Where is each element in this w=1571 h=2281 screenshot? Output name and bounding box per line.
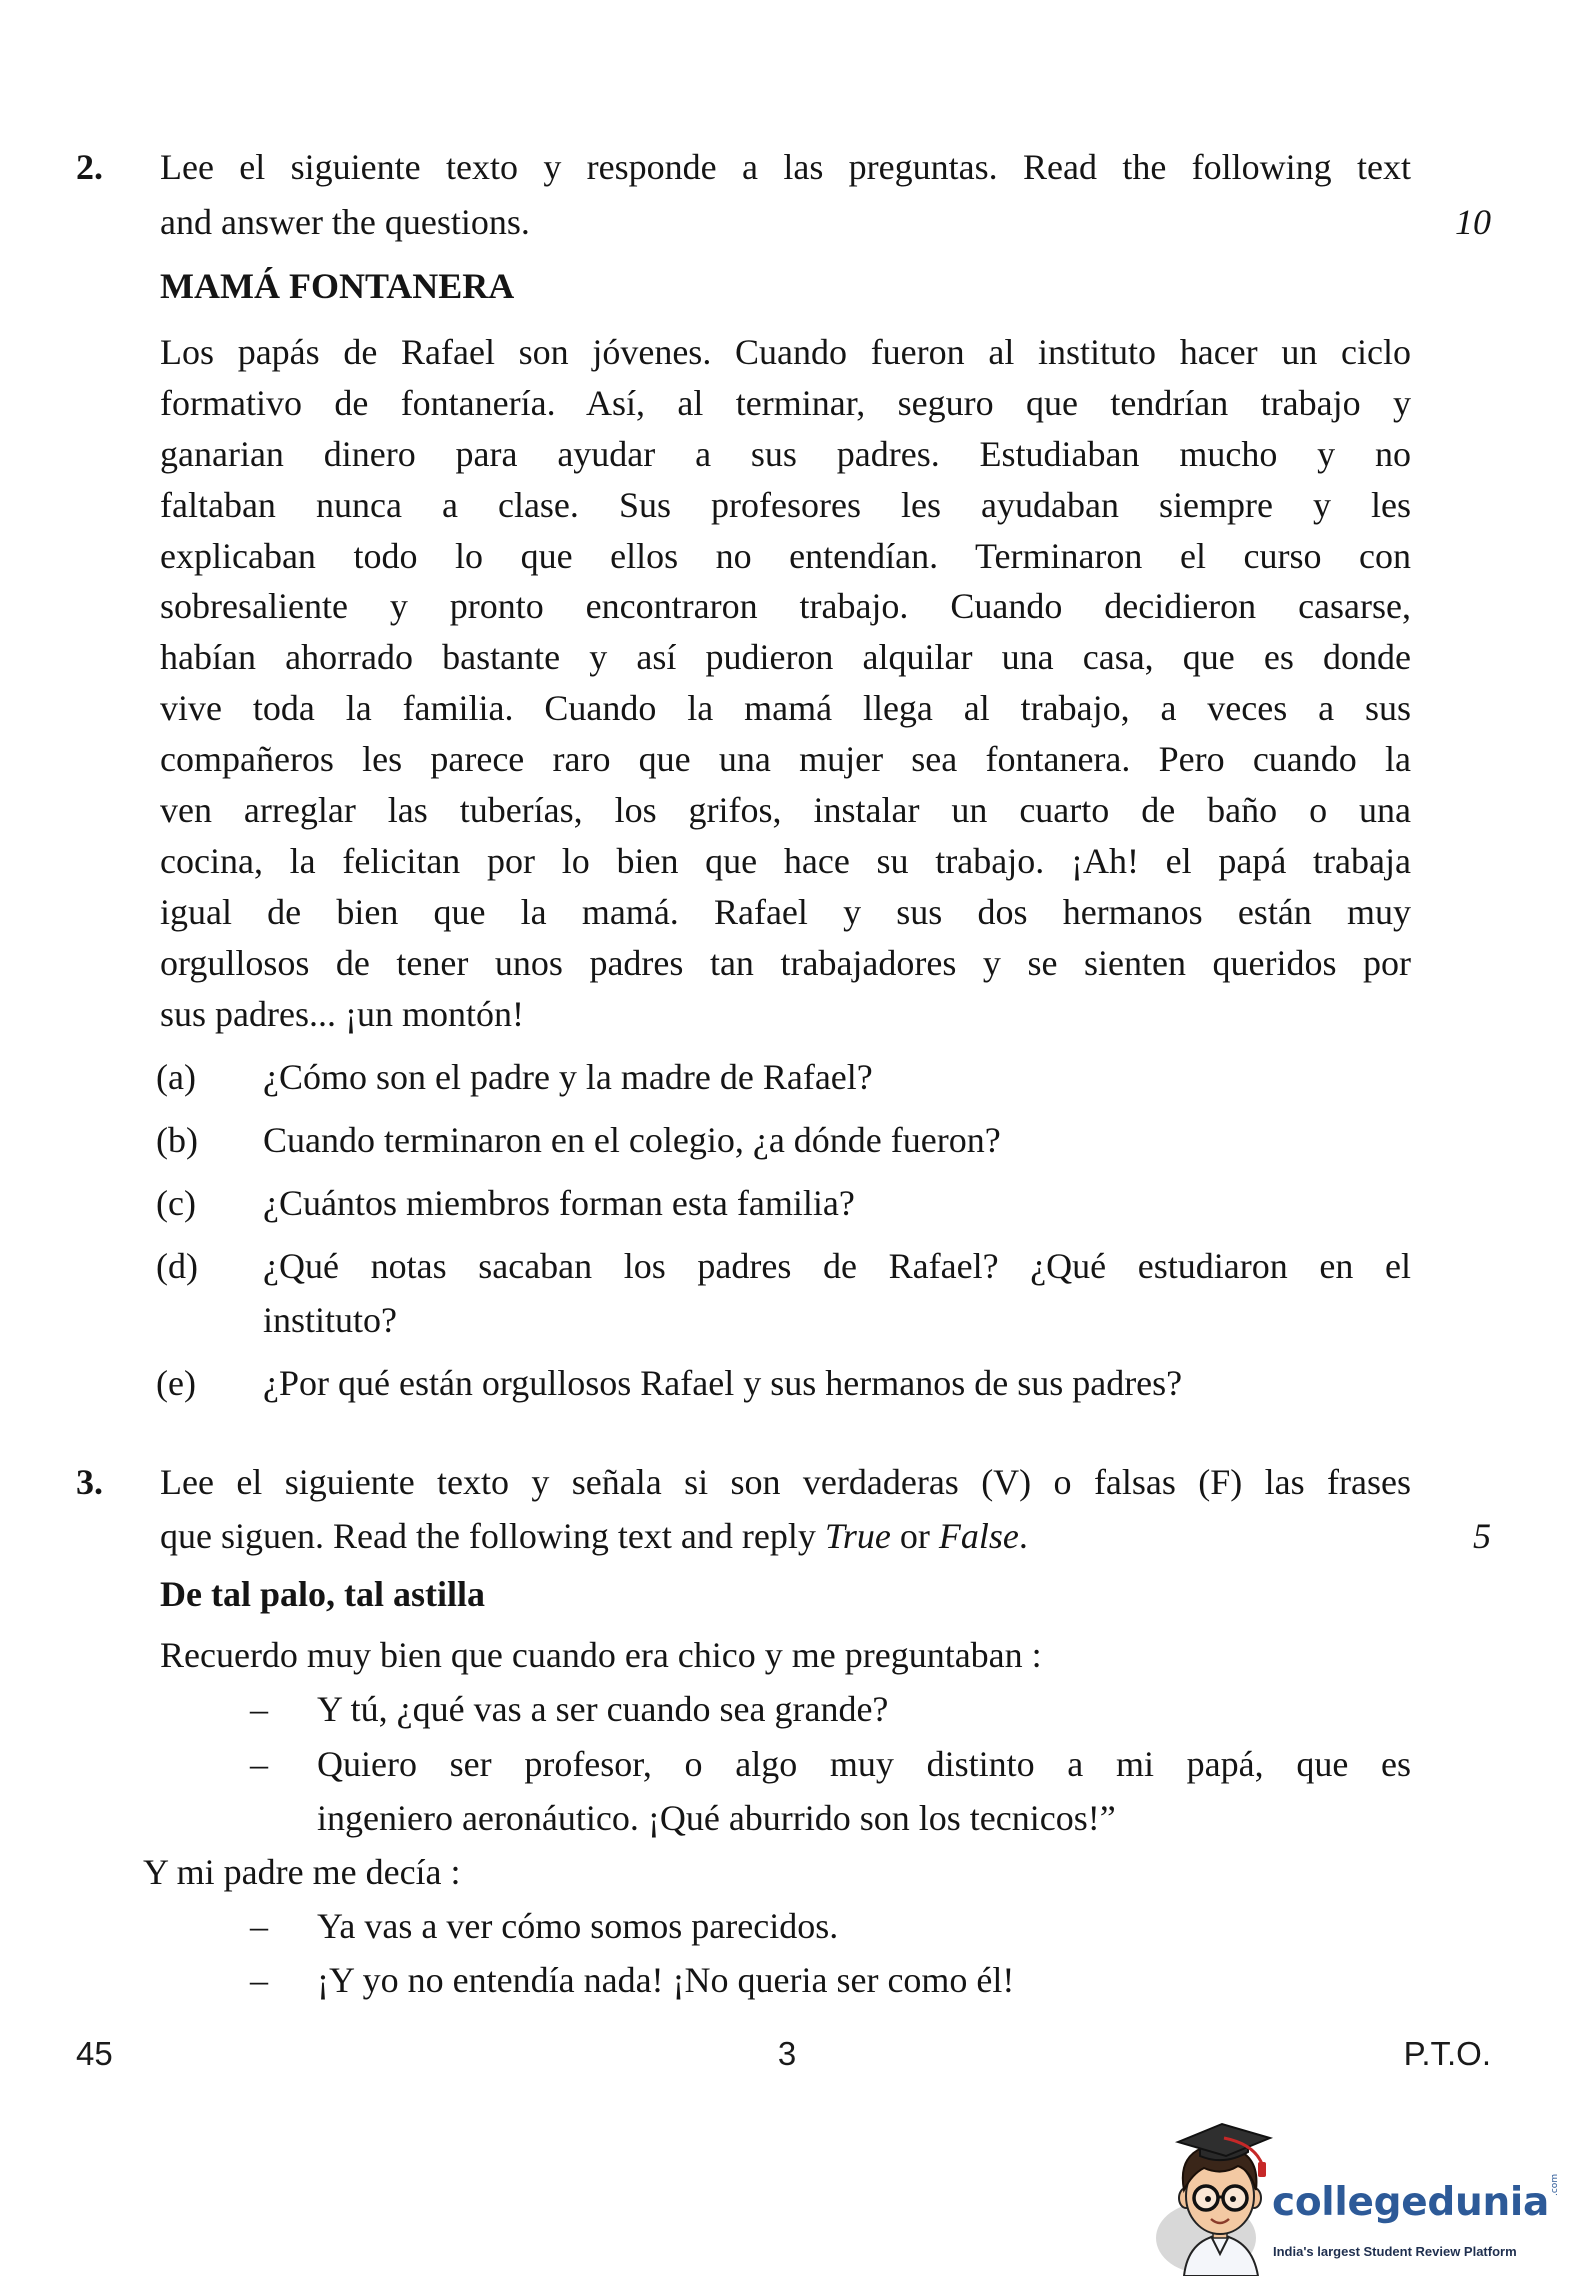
student-mascot-icon xyxy=(1156,2104,1280,2276)
passage-title: MAMÁ FONTANERA xyxy=(160,266,515,306)
dialogue-dash: – xyxy=(250,1906,268,1946)
sub-question-label: (e) xyxy=(156,1363,196,1403)
dialogue-dash: – xyxy=(250,1744,268,1784)
paper-code: 45 xyxy=(76,2035,113,2072)
sub-question-text: ¿Qué notas sacaban los padres de Rafael? ¿Qué estudiaron en el xyxy=(263,1246,1411,1286)
passage-line: orgullosos de tener unos padres tan trabajadores y se sienten queridos por xyxy=(160,942,1411,983)
question-marks: 5 xyxy=(1473,1516,1491,1556)
dialogue-dash: – xyxy=(250,1960,268,2000)
passage-intro: Recuerdo muy bien que cuando era chico y me preguntaban : xyxy=(160,1635,1042,1675)
dialogue-dash: – xyxy=(250,1689,268,1729)
sub-question-label: (c) xyxy=(156,1183,196,1223)
sub-question-label: (b) xyxy=(156,1120,198,1160)
passage-line: igual de bien que la mamá. Rafael y sus dos hermanos están muy xyxy=(160,891,1411,932)
sub-question-text: ¿Cuántos miembros forman esta familia? xyxy=(263,1183,855,1223)
question-instruction-line: and answer the questions. xyxy=(160,202,530,242)
dialogue-line: Y tú, ¿qué vas a ser cuando sea grande? xyxy=(317,1689,889,1729)
dialogue-line: Ya vas a ver cómo somos parecidos. xyxy=(317,1906,839,1946)
please-turn-over: P.T.O. xyxy=(1403,2035,1491,2072)
passage-line: vive toda la familia. Cuando la mamá llega al trabajo, a veces a sus xyxy=(160,688,1411,729)
reading-passage xyxy=(160,327,1411,1039)
question-instruction-line: que siguen. Read the following text and reply True or False. xyxy=(160,1516,1028,1556)
false-word: False xyxy=(938,1516,1019,1556)
passage-line: cocina, la felicitan por lo bien que hace su trabajo. ¡Ah! el papá trabaja xyxy=(160,840,1411,881)
sub-question-text: instituto? xyxy=(263,1300,397,1340)
question-marks: 10 xyxy=(1455,202,1491,242)
passage-line: sobresaliente y pronto encontraron trabajo. Cuando decidieron casarse, xyxy=(160,586,1411,627)
logo-brand-name: collegedunia xyxy=(1272,2180,1549,2225)
father-intro: Y mi padre me decía : xyxy=(143,1852,461,1892)
passage-line: sus padres... ¡un montón! xyxy=(160,993,524,1034)
passage-line: habían ahorrado bastante y así pudieron alquilar una casa, que es donde xyxy=(160,637,1411,678)
sub-question-label: (d) xyxy=(156,1246,198,1286)
passage-line: explicaban todo lo que ellos no entendían. Terminaron el curso con xyxy=(160,535,1411,576)
dialogue-line: Quiero ser profesor, o algo muy distinto a mi papá, que es xyxy=(317,1744,1411,1784)
question-instruction-line: Lee el siguiente texto y responde a las preguntas. Read the following text xyxy=(160,147,1411,187)
passage-line: compañeros les parece raro que una mujer sea fontanera. Pero cuando la xyxy=(160,739,1411,780)
passage-title: De tal palo, tal astilla xyxy=(160,1574,485,1614)
passage-line: faltaban nunca a clase. Sus profesores les ayudaban siempre y les xyxy=(160,484,1411,525)
question-instruction-line: Lee el siguiente texto y señala si son verdaderas (V) o falsas (F) las frases xyxy=(160,1462,1411,1502)
passage-line: Los papás de Rafael son jóvenes. Cuando fueron al instituto hacer un ciclo xyxy=(160,332,1411,372)
question-number: 2. xyxy=(76,147,103,187)
dialogue-line: ¡Y yo no entendía nada! ¡No queria ser como él! xyxy=(317,1960,1015,2000)
dialogue-line: ingeniero aeronáutico. ¡Qué aburrido son los tecnicos!” xyxy=(317,1798,1116,1838)
page-number: 3 xyxy=(777,2035,797,2072)
sub-question-text: ¿Cómo son el padre y la madre de Rafael? xyxy=(263,1057,873,1097)
sub-question-label: (a) xyxy=(156,1057,196,1097)
logo-domain-suffix: .com xyxy=(1550,2173,1560,2196)
true-word: True xyxy=(824,1516,891,1556)
passage-line: ven arreglar las tuberías, los grifos, instalar un cuarto de baño o una xyxy=(160,790,1411,831)
logo-tagline: India's largest Student Review Platform xyxy=(1273,2244,1517,2259)
question-number: 3. xyxy=(76,1462,103,1502)
passage-line: ganarian dinero para ayudar a sus padres. Estudiaban mucho y no xyxy=(160,433,1411,474)
sub-question-text: Cuando terminaron en el colegio, ¿a dónde fueron? xyxy=(263,1120,1001,1160)
sub-question-text: ¿Por qué están orgullosos Rafael y sus hermanos de sus padres? xyxy=(263,1363,1183,1403)
passage-line: formativo de fontanería. Así, al terminar, seguro que tendrían trabajo y xyxy=(160,382,1411,423)
